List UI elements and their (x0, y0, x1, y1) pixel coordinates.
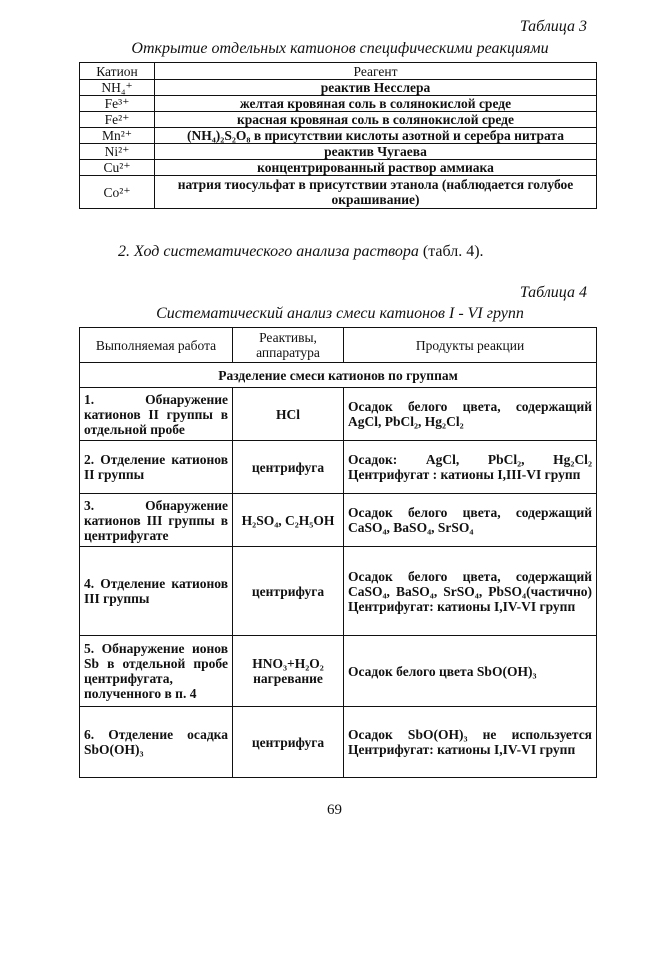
table-row (80, 707, 597, 778)
reagent-cell: (NH₄)₂S₂O₈ в присутствии кислоты азотной и серебра нитрата (155, 128, 597, 144)
cation-cell: NH₄⁺ (80, 80, 155, 96)
table-row (80, 112, 597, 128)
reagent-cell: реактив Чугаева (155, 144, 597, 160)
operation-cell: 6. Отделение осадка SbO(OH)₃ (80, 707, 233, 778)
table4-number: Таблица 4 (519, 284, 587, 301)
cation-cell: Cu²⁺ (80, 160, 155, 176)
section-header: Разделение смеси катионов по группам (80, 363, 597, 388)
table-row (80, 160, 597, 176)
table4-header-row (80, 328, 597, 363)
cation-cell: Mn²⁺ (80, 128, 155, 144)
operation-cell: 5. Обнаружение ионов Sb в отдельной пробе центрифугата, полученного в п. 4 (80, 636, 233, 707)
products-cell: Осадок белого цвета, содержащий AgCl, PbCl₂, Hg₂Cl₂ (344, 388, 597, 441)
table-row (80, 176, 597, 209)
cation-cell: Fe²⁺ (80, 112, 155, 128)
table-row (80, 494, 597, 547)
operation-cell: 1. Обнаружение катионов II группы в отдельной пробе (80, 388, 233, 441)
reagent-cell: HNO₃+H₂O₂ нагревание (233, 636, 344, 707)
table4-title: Систематический анализ смеси катионов I - VI групп (156, 305, 524, 322)
reagent-cell: центрифуга (233, 707, 344, 778)
reagent-cell: центрифуга (233, 441, 344, 494)
table3 (79, 62, 597, 209)
table-row (80, 80, 597, 96)
reagent-cell: концентрированный раствор аммиака (155, 160, 597, 176)
reagent-cell: центрифуга (233, 547, 344, 636)
reagent-cell: натрия тиосульфат в присутствии этанола (наблюдается голубое окрашивание) (155, 176, 597, 209)
table-row (80, 547, 597, 636)
table3-title: Открытие отдельных катионов специфическими реакциями (131, 40, 549, 57)
table-row (80, 636, 597, 707)
table3-number: Таблица 3 (519, 18, 587, 35)
table4 (79, 327, 597, 778)
reagent-cell: HCl (233, 388, 344, 441)
table3-header-reagent: Реагент (155, 63, 597, 80)
cation-cell: Fe³⁺ (80, 96, 155, 112)
products-cell: Осадок: AgCl, PbCl₂, Hg₂Cl₂ Центрифугат : катионы I,III-VI групп (344, 441, 597, 494)
table-row (80, 144, 597, 160)
table4-header-work: Выполняемая работа (80, 328, 233, 363)
section-paragraph (118, 243, 484, 261)
operation-cell: 4. Отделение катионов III группы (80, 547, 233, 636)
table-row (80, 441, 597, 494)
reagent-cell: желтая кровяная соль в солянокислой среде (155, 96, 597, 112)
table-row (80, 96, 597, 112)
reagent-cell: красная кровяная соль в солянокислой среде (155, 112, 597, 128)
table3-header-cation: Катион (80, 63, 155, 80)
products-cell: Осадок белого цвета, содержащий CaSO₄, BaSO₄, SrSO₄, PbSO₄(частично) Центрифугат: катионы I,IV-VI групп (344, 547, 597, 636)
operation-cell: 3. Обнаружение катионов III группы в центрифугате (80, 494, 233, 547)
table3-header-row (80, 63, 597, 80)
cation-cell: Ni²⁺ (80, 144, 155, 160)
operation-cell: 2. Отделение катионов II группы (80, 441, 233, 494)
products-cell: Осадок SbO(OH)₃ не используется Центрифугат: катионы I,IV-VI групп (344, 707, 597, 778)
table-row (80, 128, 597, 144)
cation-cell: Co²⁺ (80, 176, 155, 209)
reagent-cell: реактив Несслера (155, 80, 597, 96)
products-cell: Осадок белого цвета SbO(OH)₃ (344, 636, 597, 707)
paragraph-rest: (табл. 4). (418, 243, 484, 260)
table4-section-row (80, 363, 597, 388)
products-cell: Осадок белого цвета, содержащий CaSO₄, BaSO₄, SrSO₄ (344, 494, 597, 547)
reagent-cell: H₂SO₄, C₂H₅OH (233, 494, 344, 547)
page-number: 69 (327, 802, 342, 818)
table-row (80, 388, 597, 441)
table4-header-products: Продукты реакции (344, 328, 597, 363)
paragraph-italic: 2. Ход систематического анализа раствора (118, 243, 419, 260)
table4-header-reagents: Реактивы, аппаратура (233, 328, 344, 363)
